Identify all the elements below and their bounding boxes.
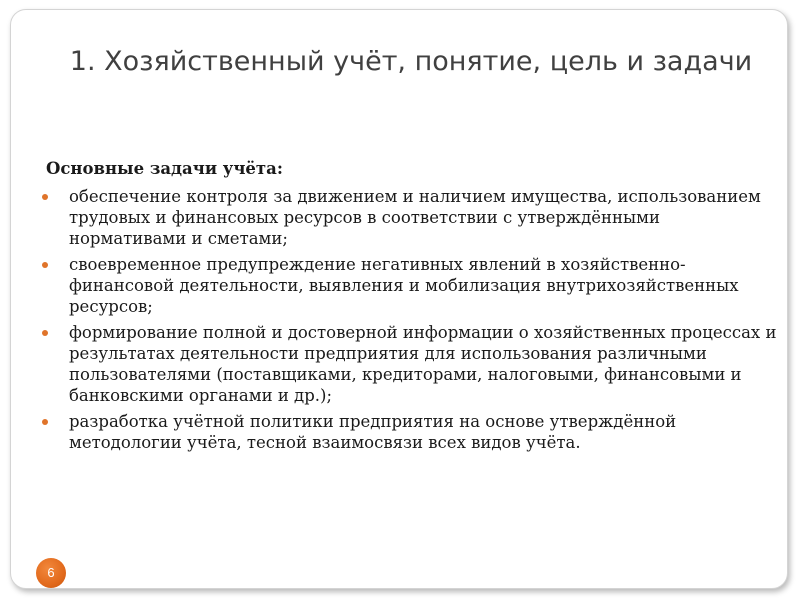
list-item-text: обеспечение контроля за движением и наличием имущества, использованием трудовых и финансовых ресурсов в соответствии с утверждёнными нормативами и сметами; bbox=[69, 187, 761, 248]
page-number-badge: 6 bbox=[36, 558, 66, 588]
slide-title: 1. Хозяйственный учёт, понятие, цель и задачи bbox=[69, 46, 753, 77]
bullet-icon bbox=[42, 194, 48, 200]
list-item bbox=[37, 254, 777, 317]
section-heading: Основные задачи учёта: bbox=[46, 159, 283, 178]
bullet-icon bbox=[42, 419, 48, 425]
list-item bbox=[37, 411, 777, 453]
bullet-icon bbox=[42, 330, 48, 336]
list-item-text: своевременное предупреждение негативных явлений в хозяйственно-финансовой деятельности, выявления и мобилизация внутрихозяйственных ресурсов; bbox=[69, 255, 739, 316]
list-item-text: разработка учётной политики предприятия на основе утверждённой методологии учёта, тесной взаимосвязи всех видов учёта. bbox=[69, 412, 677, 452]
list-item-text: формирование полной и достоверной информации о хозяйственных процессах и результатах деятельности предприятия для использования различными пользователями (поставщиками, кредиторами, налоговыми, финансовыми и банковскими органами и др.); bbox=[69, 323, 777, 405]
task-list bbox=[37, 186, 777, 453]
slide-content bbox=[37, 158, 777, 458]
slide bbox=[10, 9, 788, 589]
list-item bbox=[37, 186, 777, 249]
bullet-icon bbox=[42, 262, 48, 268]
list-item bbox=[37, 322, 777, 406]
